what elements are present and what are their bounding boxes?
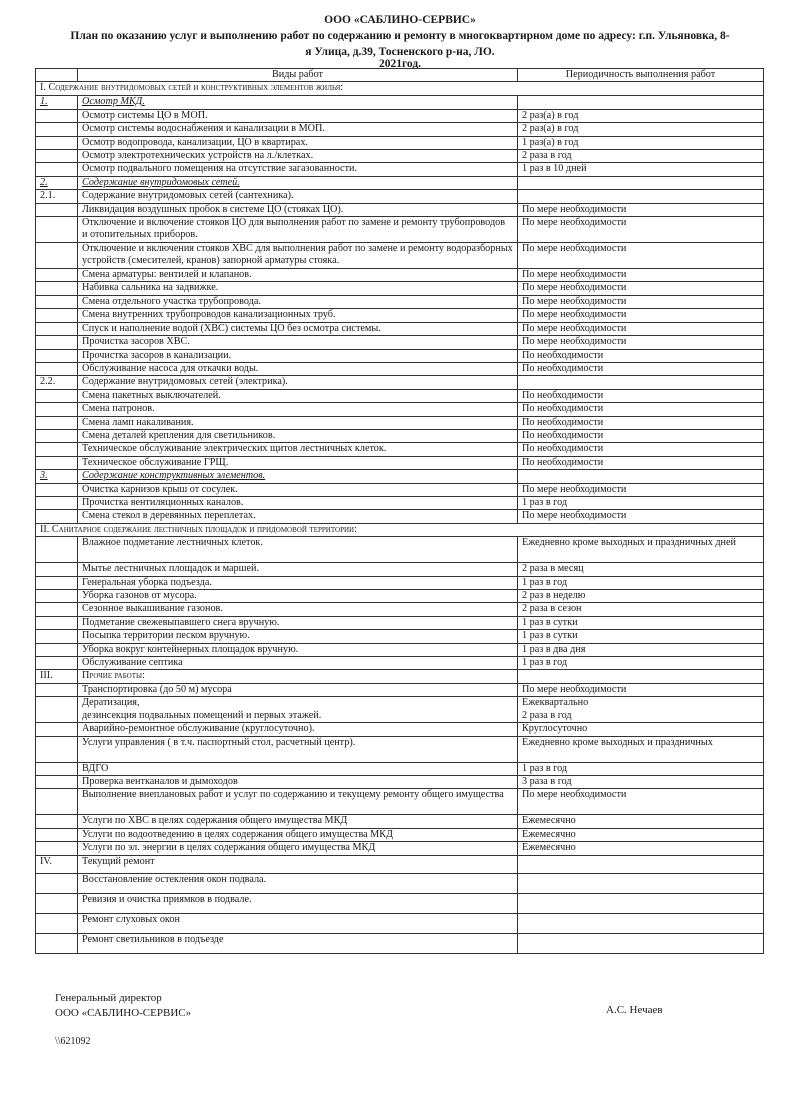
work-description: Очистка карнизов крыш от сосулек. xyxy=(78,483,518,496)
row-number xyxy=(36,828,78,841)
work-description: Влажное подметание лестничных клеток. xyxy=(78,537,518,563)
work-description: Отключение и включения стояков ХВС для выполнения работ по замене и ремонту водоразборных устройств (смесителей, кранов) запорной арматуры стояка. xyxy=(78,243,518,269)
subsection-row xyxy=(36,376,764,389)
table-row xyxy=(36,109,764,122)
work-periodicity: 1 раз в 10 дней xyxy=(518,163,764,176)
work-description: Ревизия и очистка приямков в подвале. xyxy=(78,893,518,913)
subsection-row xyxy=(36,96,764,109)
work-description: Отключение и включение стояков ЦО для выполнения работ по замене и ремонту трубопроводов и отопительных приборов. xyxy=(78,217,518,243)
work-periodicity: По мере необходимости xyxy=(518,683,764,696)
table-row xyxy=(36,456,764,469)
row-number xyxy=(36,603,78,616)
row-number xyxy=(36,815,78,828)
work-description: Услуги по ХВС в целях содержания общего имущества МКД xyxy=(78,815,518,828)
table-row xyxy=(36,873,764,893)
work-description: Смена отдельного участка трубопровода. xyxy=(78,295,518,308)
work-description: Спуск и наполнение водой (ХВС) системы ЦО без осмотра системы. xyxy=(78,322,518,335)
work-periodicity: Ежемесячно xyxy=(518,815,764,828)
work-description: Транспортировка (до 50 м) мусора xyxy=(78,683,518,696)
table-row xyxy=(36,496,764,509)
work-periodicity: 1 раз в год xyxy=(518,762,764,775)
work-description: Осмотр электротехнических устройств на л./клетках. xyxy=(78,150,518,163)
work-periodicity xyxy=(518,855,764,873)
table-row xyxy=(36,762,764,775)
work-periodicity: 2 раз(а) в год xyxy=(518,109,764,122)
work-periodicity xyxy=(518,933,764,953)
work-periodicity: 1 раз в два дня xyxy=(518,643,764,656)
work-description: Услуги управления ( в т.ч. паспортный стол, расчетный центр). xyxy=(78,736,518,762)
row-number xyxy=(36,416,78,429)
table-row xyxy=(36,736,764,762)
work-description: Смена деталей крепления для светильников. xyxy=(78,429,518,442)
table-row xyxy=(36,510,764,523)
row-number xyxy=(36,913,78,933)
work-periodicity: По необходимости xyxy=(518,349,764,362)
table-row xyxy=(36,776,764,789)
work-periodicity xyxy=(518,913,764,933)
subsection-title: Содержание внутридомовых сетей. xyxy=(78,176,518,189)
work-periodicity: По мере необходимости xyxy=(518,295,764,308)
signatory-company: ООО «САБЛИНО-СЕРВИС» xyxy=(55,1007,192,1019)
row-number xyxy=(36,483,78,496)
work-periodicity: 2 раза в год xyxy=(518,150,764,163)
section-row xyxy=(36,523,764,536)
row-number xyxy=(36,776,78,789)
row-number xyxy=(36,643,78,656)
work-description: Проверка вентканалов и дымоходов xyxy=(78,776,518,789)
signatory-position: Генеральный директор xyxy=(55,992,162,1004)
row-number xyxy=(36,456,78,469)
table-row xyxy=(36,322,764,335)
work-description: Посыпка территории песком вручную. xyxy=(78,630,518,643)
subsection-row xyxy=(36,855,764,873)
table-row xyxy=(36,683,764,696)
work-periodicity: Ежедневно кроме выходных и праздничных дней xyxy=(518,537,764,563)
table-row xyxy=(36,590,764,603)
work-description: Техническое обслуживание ГРЩ. xyxy=(78,456,518,469)
table-row xyxy=(36,389,764,402)
work-periodicity: По необходимости xyxy=(518,362,764,375)
work-periodicity xyxy=(518,190,764,203)
section-heading: II. Санитарное содержание лестничных площадок и придомовой территории: xyxy=(36,523,764,536)
work-periodicity: 3 раза в год xyxy=(518,776,764,789)
section-heading: I. Содержание внутридомовых сетей и конструктивных элементов жилья: xyxy=(36,82,764,96)
work-description: Прочистка засоров ХВС. xyxy=(78,336,518,349)
work-periodicity: Ежедневно кроме выходных и праздничных xyxy=(518,736,764,762)
table-row xyxy=(36,309,764,322)
table-row xyxy=(36,933,764,953)
work-periodicity xyxy=(518,96,764,109)
work-description: Генеральная уборка подъезда. xyxy=(78,576,518,589)
table-row xyxy=(36,815,764,828)
work-periodicity xyxy=(518,893,764,913)
row-number xyxy=(36,282,78,295)
row-number xyxy=(36,123,78,136)
work-periodicity: По мере необходимости xyxy=(518,269,764,282)
work-description: Дератизация, дезинсекция подвальных помещений и первых этажей. xyxy=(78,697,518,723)
row-number xyxy=(36,362,78,375)
table-row xyxy=(36,136,764,149)
table-header-row xyxy=(36,69,764,82)
subsection-row xyxy=(36,670,764,683)
work-description: Ремонт слуховых окон xyxy=(78,913,518,933)
work-periodicity: 1 раз в год xyxy=(518,576,764,589)
table-row xyxy=(36,429,764,442)
row-number xyxy=(36,136,78,149)
work-description: Ликвидация воздушных пробок в системе ЦО (стояках ЦО). xyxy=(78,203,518,216)
row-number xyxy=(36,203,78,216)
work-periodicity: По мере необходимости xyxy=(518,309,764,322)
work-description: Услуги по эл. энергии в целях содержания общего имущества МКД xyxy=(78,842,518,855)
table-row xyxy=(36,616,764,629)
subsection-row xyxy=(36,470,764,483)
work-description: Прочистка засоров в канализации. xyxy=(78,349,518,362)
work-description: Услуги по водоотведению в целях содержания общего имущества МКД xyxy=(78,828,518,841)
table-row xyxy=(36,416,764,429)
work-periodicity: 2 раз в неделю xyxy=(518,590,764,603)
row-number xyxy=(36,243,78,269)
table-row xyxy=(36,630,764,643)
table-row xyxy=(36,243,764,269)
row-number xyxy=(36,842,78,855)
table-row xyxy=(36,150,764,163)
section-row xyxy=(36,82,764,96)
table-row xyxy=(36,723,764,736)
subsection-row xyxy=(36,176,764,189)
work-description: Смена внутренних трубопроводов канализационных труб. xyxy=(78,309,518,322)
table-row xyxy=(36,657,764,670)
work-periodicity: Ежемесячно xyxy=(518,828,764,841)
work-description: Ремонт светильников в подъезде xyxy=(78,933,518,953)
work-description: Восстановление остекления окон подвала. xyxy=(78,873,518,893)
work-description: Прочистка вентиляционных каналов. xyxy=(78,496,518,509)
table-row xyxy=(36,789,764,815)
work-periodicity: По мере необходимости xyxy=(518,322,764,335)
row-number xyxy=(36,336,78,349)
subsection-row xyxy=(36,190,764,203)
row-number xyxy=(36,403,78,416)
row-number xyxy=(36,496,78,509)
work-periodicity: 2 раз(а) в год xyxy=(518,123,764,136)
table-row xyxy=(36,443,764,456)
row-number xyxy=(36,163,78,176)
row-number xyxy=(36,893,78,913)
row-number xyxy=(36,723,78,736)
table-row xyxy=(36,893,764,913)
table-row xyxy=(36,269,764,282)
work-periodicity: 1 раз в сутки xyxy=(518,630,764,643)
work-description: ВДГО xyxy=(78,762,518,775)
subsection-title: Содержание внутридомовых сетей (сантехника). xyxy=(78,190,518,203)
row-number xyxy=(36,109,78,122)
subsection-title: Содержание конструктивных элементов. xyxy=(78,470,518,483)
work-periodicity xyxy=(518,873,764,893)
work-periodicity: По мере необходимости xyxy=(518,510,764,523)
work-description: Осмотр водопровода, канализации, ЦО в квартирах. xyxy=(78,136,518,149)
row-number xyxy=(36,616,78,629)
work-periodicity: 1 раз в год xyxy=(518,496,764,509)
row-number: IV. xyxy=(36,855,78,873)
row-number: 3. xyxy=(36,470,78,483)
work-description: Смена патронов. xyxy=(78,403,518,416)
work-description: Обслуживание септика xyxy=(78,657,518,670)
work-periodicity: По необходимости xyxy=(518,443,764,456)
work-description: Обслуживание насоса для откачки воды. xyxy=(78,362,518,375)
table-row xyxy=(36,603,764,616)
row-number xyxy=(36,429,78,442)
work-description: Набивка сальника на задвижке. xyxy=(78,282,518,295)
work-periodicity: 1 раз в год xyxy=(518,657,764,670)
table-row xyxy=(36,643,764,656)
work-description: Подметание свежевыпавшего снега вручную. xyxy=(78,616,518,629)
row-number xyxy=(36,217,78,243)
row-number xyxy=(36,443,78,456)
work-periodicity: 1 раз в сутки xyxy=(518,616,764,629)
row-number xyxy=(36,269,78,282)
row-number xyxy=(36,789,78,815)
work-periodicity: По мере необходимости xyxy=(518,203,764,216)
row-number xyxy=(36,349,78,362)
document-code: \\621092 xyxy=(55,1036,91,1047)
row-number: III. xyxy=(36,670,78,683)
work-description: Осмотр системы водоснабжения и канализации в МОП. xyxy=(78,123,518,136)
work-periodicity: Ежеквартально 2 раза в год xyxy=(518,697,764,723)
row-number xyxy=(36,389,78,402)
table-row xyxy=(36,576,764,589)
work-periodicity: По мере необходимости xyxy=(518,789,764,815)
row-number xyxy=(36,563,78,576)
row-number xyxy=(36,150,78,163)
row-number xyxy=(36,576,78,589)
work-periodicity: По мере необходимости xyxy=(518,243,764,269)
row-number xyxy=(36,537,78,563)
work-periodicity: По необходимости xyxy=(518,456,764,469)
row-number: 2.2. xyxy=(36,376,78,389)
work-periodicity: 2 раза в месяц xyxy=(518,563,764,576)
subsection-title: Прочие работы: xyxy=(78,670,518,683)
work-periodicity: По необходимости xyxy=(518,389,764,402)
subsection-title: Содержание внутридомовых сетей (электрика). xyxy=(78,376,518,389)
works-table xyxy=(35,68,764,954)
header-periodicity: Периодичность выполнения работ xyxy=(518,69,764,82)
work-periodicity xyxy=(518,670,764,683)
table-row xyxy=(36,697,764,723)
row-number: 1. xyxy=(36,96,78,109)
table-row xyxy=(36,537,764,563)
work-description: Смена стекол в деревянных переплетах. xyxy=(78,510,518,523)
work-periodicity xyxy=(518,470,764,483)
table-row xyxy=(36,828,764,841)
table-row xyxy=(36,842,764,855)
work-periodicity: По необходимости xyxy=(518,429,764,442)
work-periodicity: По мере необходимости xyxy=(518,336,764,349)
work-description: Осмотр системы ЦО в МОП. xyxy=(78,109,518,122)
work-periodicity: По мере необходимости xyxy=(518,282,764,295)
row-number xyxy=(36,873,78,893)
row-number xyxy=(36,309,78,322)
row-number xyxy=(36,683,78,696)
work-description: Сезонное выкашивание газонов. xyxy=(78,603,518,616)
row-number xyxy=(36,630,78,643)
row-number: 2.1. xyxy=(36,190,78,203)
work-description: Выполнение внеплановых работ и услуг по содержанию и текущему ремонту общего имущества xyxy=(78,789,518,815)
work-periodicity: По необходимости xyxy=(518,416,764,429)
work-periodicity: По мере необходимости xyxy=(518,217,764,243)
table-row xyxy=(36,217,764,243)
work-periodicity: 1 раз(а) в год xyxy=(518,136,764,149)
table-row xyxy=(36,123,764,136)
work-periodicity: По мере необходимости xyxy=(518,483,764,496)
table-row xyxy=(36,563,764,576)
work-description: Осмотр подвального помещения на отсутствие загазованности. xyxy=(78,163,518,176)
row-number xyxy=(36,510,78,523)
work-periodicity: 2 раза в сезон xyxy=(518,603,764,616)
plan-title-line-1: План по оказанию услуг и выполнению работ по содержанию и ремонту в многоквартирном доме по адресу: г.п. Ульяновка, 8- xyxy=(70,30,730,42)
header-work-types: Виды работ xyxy=(78,69,518,82)
table-row xyxy=(36,913,764,933)
work-periodicity: Круглосуточно xyxy=(518,723,764,736)
work-periodicity: Ежемесячно xyxy=(518,842,764,855)
header-number-cell xyxy=(36,69,78,82)
row-number xyxy=(36,933,78,953)
table-row xyxy=(36,483,764,496)
row-number xyxy=(36,657,78,670)
work-description: Смена пакетных выключателей. xyxy=(78,389,518,402)
row-number xyxy=(36,736,78,762)
table-row xyxy=(36,362,764,375)
row-number: 2. xyxy=(36,176,78,189)
table-row xyxy=(36,349,764,362)
work-description: Уборка вокруг контейнерных площадок вручную. xyxy=(78,643,518,656)
company-title: ООО «САБЛИНО-СЕРВИС» xyxy=(324,14,476,26)
table-row xyxy=(36,163,764,176)
work-periodicity xyxy=(518,176,764,189)
table-row xyxy=(36,203,764,216)
work-description: Техническое обслуживание электрических щитов лестничных клеток. xyxy=(78,443,518,456)
row-number xyxy=(36,322,78,335)
work-periodicity xyxy=(518,376,764,389)
table-row xyxy=(36,295,764,308)
plan-year: 2021год. xyxy=(378,58,422,70)
table-row xyxy=(36,336,764,349)
work-description: Уборка газонов от мусора. xyxy=(78,590,518,603)
table-row xyxy=(36,282,764,295)
work-description: Мытье лестничных площадок и маршей. xyxy=(78,563,518,576)
work-periodicity: По необходимости xyxy=(518,403,764,416)
row-number xyxy=(36,590,78,603)
work-description: Смена ламп накаливания. xyxy=(78,416,518,429)
plan-title-line-2: я Улица, д.39, Тосненского р-на, ЛО. xyxy=(305,46,495,58)
row-number xyxy=(36,697,78,723)
row-number xyxy=(36,295,78,308)
row-number xyxy=(36,762,78,775)
signatory-name: А.С. Нечаев xyxy=(606,1004,663,1016)
subsection-title: Осмотр МКД. xyxy=(78,96,518,109)
work-description: Аварийно-ремонтное обслуживание (круглосуточно). xyxy=(78,723,518,736)
work-description: Смена арматуры: вентилей и клапанов. xyxy=(78,269,518,282)
table-row xyxy=(36,403,764,416)
subsection-title: Текущий ремонт xyxy=(78,855,518,873)
